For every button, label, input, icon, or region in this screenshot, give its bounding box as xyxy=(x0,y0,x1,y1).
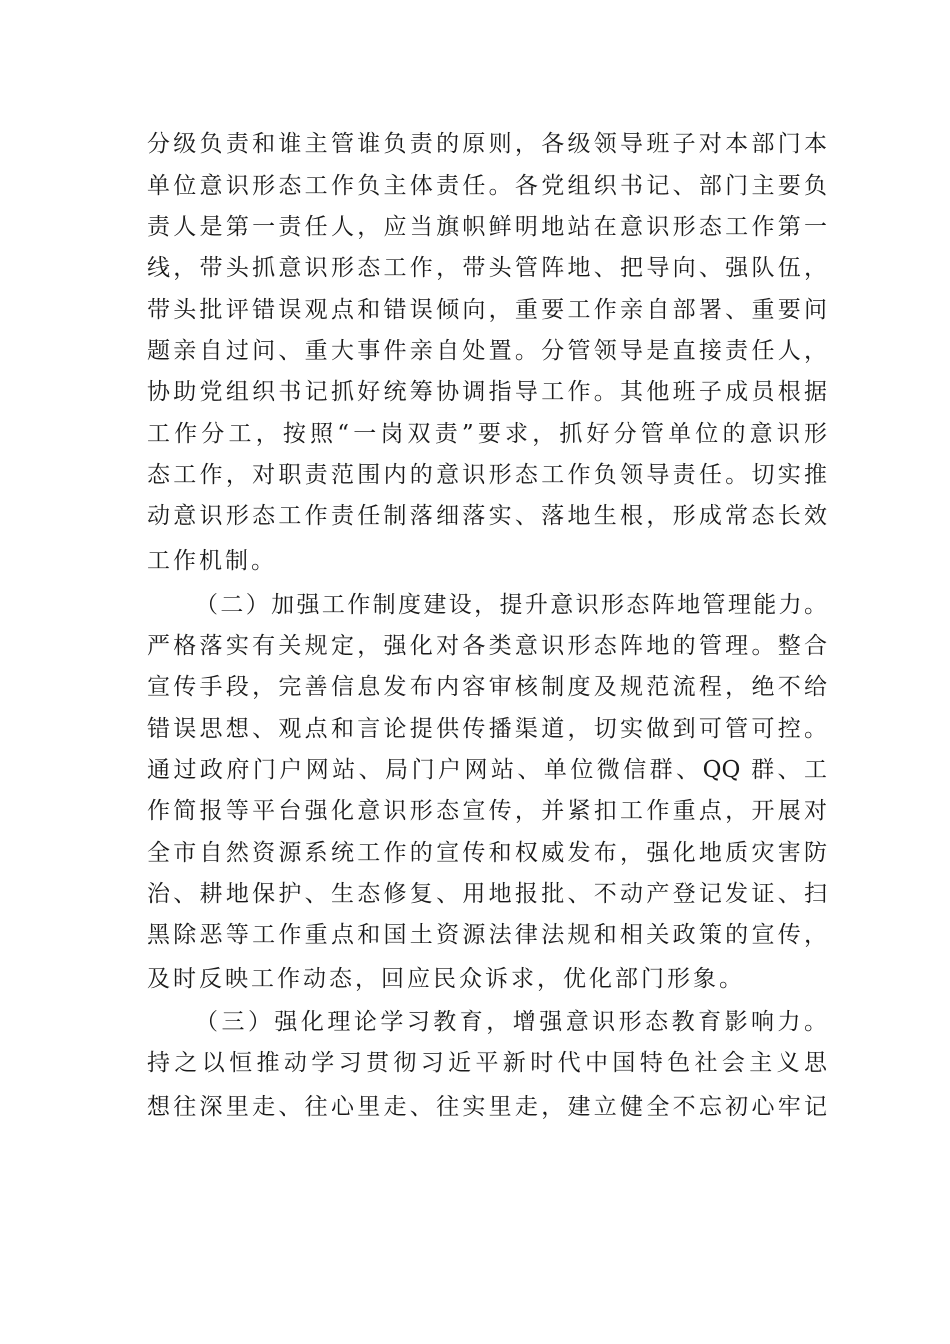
text-line: 责人是第一责任人，应当旗帜鲜明地站在意识形态工作第一 xyxy=(147,214,827,240)
text-line: 单位意识形态工作负主体责任。各党组织书记、部门主要负 xyxy=(147,173,827,199)
text-line: 宣传手段，完善信息发布内容审核制度及规范流程，绝不给 xyxy=(147,674,827,700)
text-line: 全市自然资源系统工作的宣传和权威发布，强化地质灾害防 xyxy=(147,840,827,866)
text-line: 黑除恶等工作重点和国土资源法律法规和相关政策的宣传， xyxy=(147,922,827,948)
text-line: 工作机制。 xyxy=(147,548,277,574)
text-line: 态工作，对职责范围内的意识形态工作负领导责任。切实推 xyxy=(147,462,827,488)
text-line: 协助党组织书记抓好统筹协调指导工作。其他班子成员根据 xyxy=(147,379,827,405)
text-line: 想往深里走、往心里走、往实里走，建立健全不忘初心牢记 xyxy=(147,1094,827,1120)
text-line: 动意识形态工作责任制落细落实、落地生根，形成常态长效 xyxy=(147,503,827,529)
section-heading-line: （二）加强工作制度建设，提升意识形态阵地管理能力。 xyxy=(195,592,827,618)
text-line: 线，带头抓意识形态工作，带头管阵地、把导向、强队伍， xyxy=(147,255,827,281)
text-line: 持之以恒推动学习贯彻习近平新时代中国特色社会主义思 xyxy=(147,1050,827,1076)
text-line: 作简报等平台强化意识形态宣传，并紧扣工作重点，开展对 xyxy=(147,798,827,824)
text-line: 带头批评错误观点和错误倾向，重要工作亲自部署、重要问 xyxy=(147,297,827,323)
text-line: 分级负责和谁主管谁负责的原则，各级领导班子对本部门本 xyxy=(147,131,827,157)
section-heading-line: （三）强化理论学习教育，增强意识形态教育影响力。 xyxy=(195,1009,827,1035)
text-line: 工作分工，按照“一岗双责”要求，抓好分管单位的意识形 xyxy=(147,421,827,447)
text-line: 严格落实有关规定，强化对各类意识形态阵地的管理。整合 xyxy=(147,633,827,659)
text-line: 治、耕地保护、生态修复、用地报批、不动产登记发证、扫 xyxy=(147,881,827,907)
text-line: 题亲自过问、重大事件亲自处置。分管领导是直接责任人， xyxy=(147,338,827,364)
text-line: 及时反映工作动态，回应民众诉求，优化部门形象。 xyxy=(147,966,745,992)
text-line: 错误思想、观点和言论提供传播渠道，切实做到可管可控。 xyxy=(147,716,827,742)
text-line: 通过政府门户网站、局门户网站、单位微信群、QQ 群、工 xyxy=(147,757,827,783)
